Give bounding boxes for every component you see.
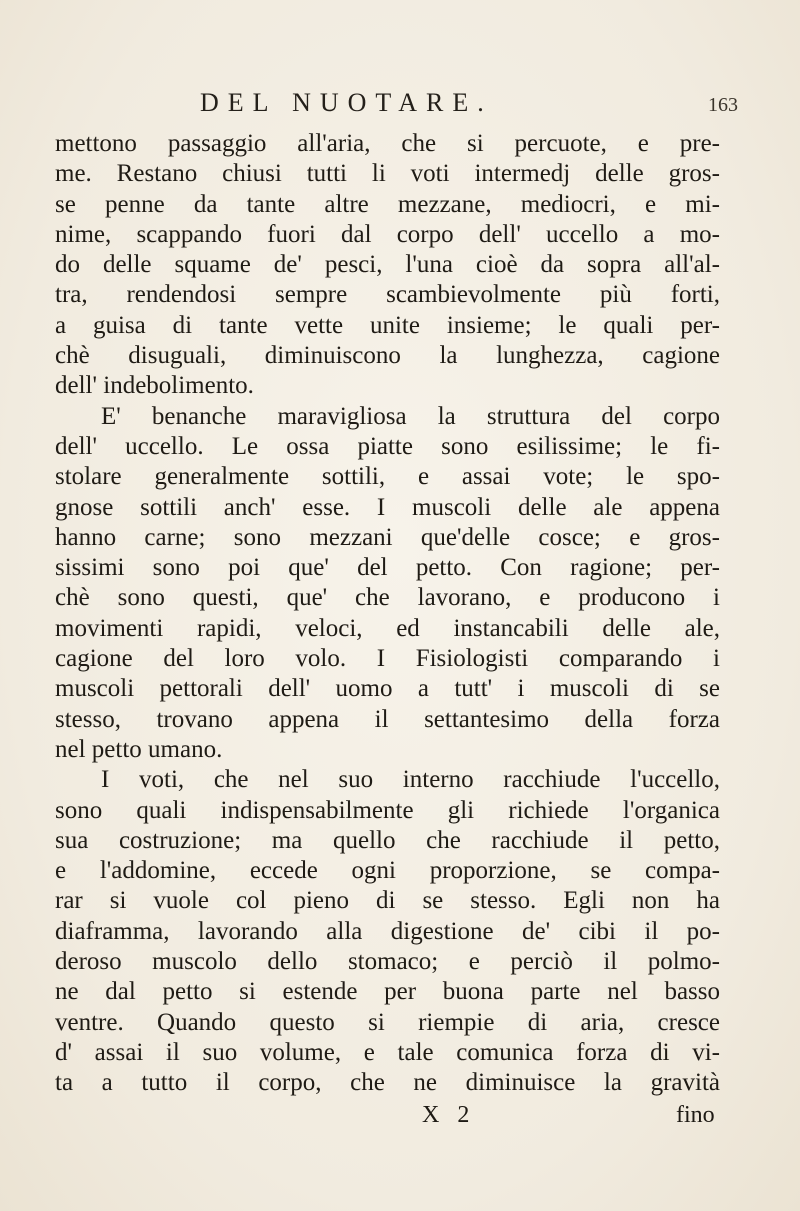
signature-mark: X 2 bbox=[422, 1102, 476, 1128]
text-line: se penne da tante altre mezzane, mediocri, e mi- bbox=[55, 190, 720, 218]
text-line: E' benanche maravigliosa la struttura del corpo bbox=[101, 402, 720, 430]
text-line: e l'addomine, eccede ogni proporzione, se compa- bbox=[55, 857, 720, 885]
text-line: me. Restano chiusi tutti li voti intermedj delle gros- bbox=[55, 160, 720, 188]
text-line: dell' indebolimento. bbox=[55, 372, 254, 400]
text-line: movimenti rapidi, veloci, ed instancabili delle ale, bbox=[55, 614, 720, 642]
text-line: dell' uccello. Le ossa piatte sono esilissime; le fi- bbox=[55, 432, 720, 460]
running-head bbox=[0, 88, 800, 128]
text-line: stesso, trovano appena il settantesimo della forza bbox=[55, 705, 720, 733]
text-line: stolare generalmente sottili, e assai vote; le spo- bbox=[55, 463, 720, 491]
text-line: ne dal petto si estende per buona parte nel basso bbox=[55, 978, 720, 1006]
text-line: sua costruzione; ma quello che racchiude il petto, bbox=[55, 826, 720, 854]
text-line: diaframma, lavorando alla digestione de' cibi il po- bbox=[55, 917, 720, 945]
text-line: do delle squame de' pesci, l'una cioè da sopra all'al- bbox=[55, 251, 720, 279]
text-line: ta a tutto il corpo, che ne diminuisce la gravità bbox=[55, 1069, 720, 1097]
running-title: DEL NUOTARE. bbox=[200, 88, 493, 117]
text-line: cagione del loro volo. I Fisiologisti comparando i bbox=[55, 645, 720, 673]
text-line: chè disuguali, diminuiscono la lunghezza, cagione bbox=[55, 342, 720, 370]
text-line: d' assai il suo volume, e tale comunica forza di vi- bbox=[55, 1038, 720, 1066]
catchword: fino bbox=[676, 1102, 715, 1128]
footer-line bbox=[0, 1102, 800, 1132]
text-line: sono quali indispensabilmente gli richiede l'organica bbox=[55, 796, 720, 824]
body-text bbox=[55, 129, 720, 1099]
text-line: chè sono questi, que' che lavorano, e producono i bbox=[55, 584, 720, 612]
text-line: rar si vuole col pieno di se stesso. Egli non ha bbox=[55, 887, 720, 915]
text-line: muscoli pettorali dell' uomo a tutt' i muscoli di se bbox=[55, 675, 720, 703]
text-line: hanno carne; sono mezzani que'delle cosce; e gros- bbox=[55, 523, 720, 551]
page-number: 163 bbox=[708, 94, 738, 116]
text-line: gnose sottili anch' esse. I muscoli delle ale appena bbox=[55, 493, 720, 521]
text-line: sissimi sono poi que' del petto. Con ragione; per- bbox=[55, 554, 720, 582]
text-line: a guisa di tante vette unite insieme; le quali per- bbox=[55, 311, 720, 339]
text-line: ventre. Quando questo si riempie di aria, cresce bbox=[55, 1008, 720, 1036]
text-line: deroso muscolo dello stomaco; e perciò il polmo- bbox=[55, 948, 720, 976]
text-line: nel petto umano. bbox=[55, 735, 223, 763]
text-line: I voti, che nel suo interno racchiude l'uccello, bbox=[101, 766, 720, 794]
text-line: mettono passaggio all'aria, che si percuote, e pre- bbox=[55, 130, 720, 157]
text-line: tra, rendendosi sempre scambievolmente più forti, bbox=[55, 281, 720, 309]
text-line: nime, scappando fuori dal corpo dell' uccello a mo- bbox=[55, 220, 720, 248]
